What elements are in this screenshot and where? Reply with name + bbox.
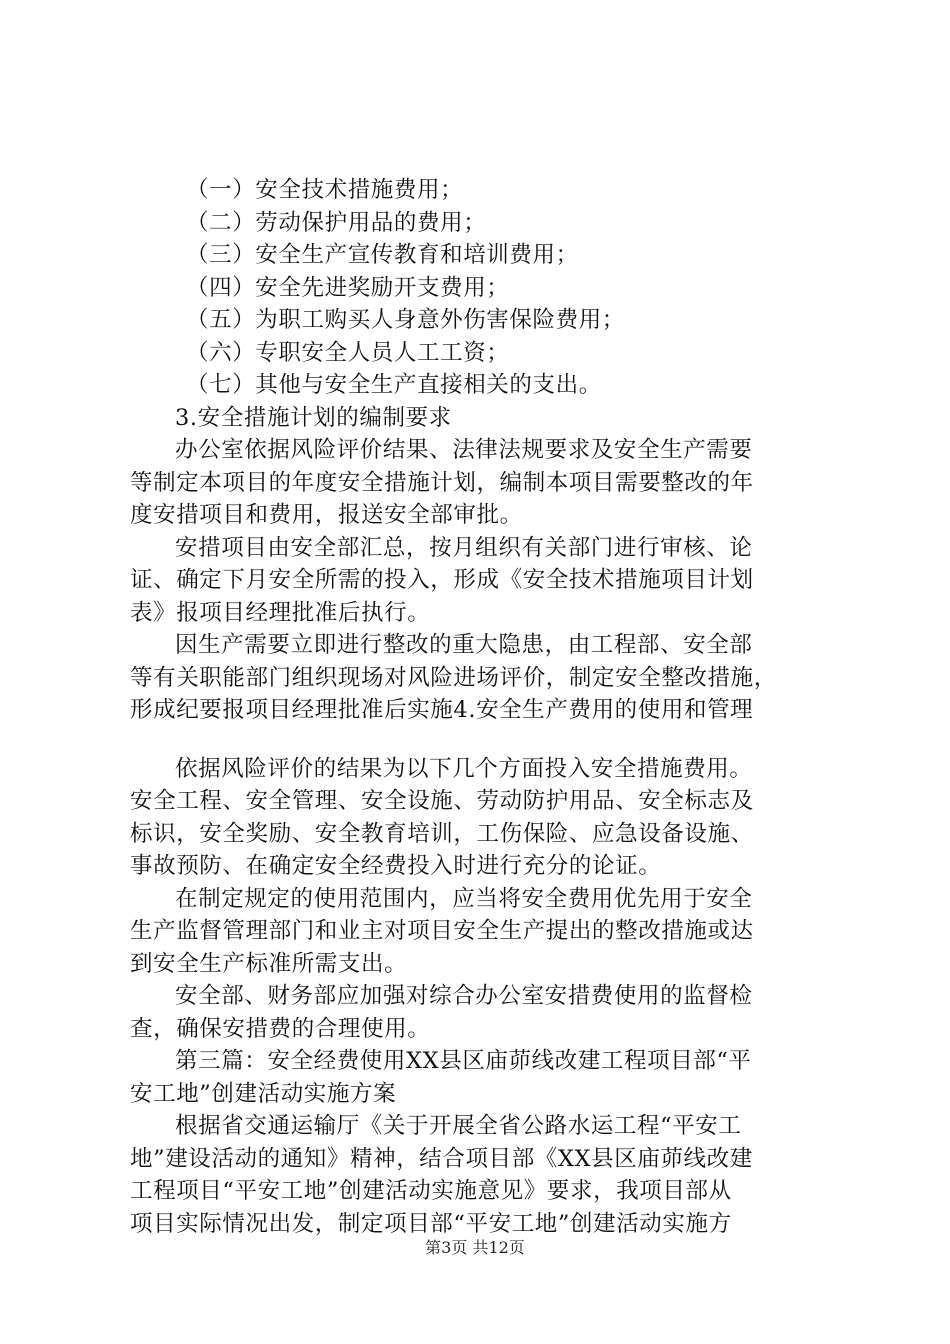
text-line: （三）安全生产宣传教育和培训费用； (186, 242, 579, 268)
text-line: 安全部、财务部应加强对综合办公室安措费使用的监督检 (175, 983, 753, 1009)
text-line: 形成纪要报项目经理批准后实施4.安全生产费用的使用和管理 (130, 697, 754, 723)
text-line: 办公室依据风险评价结果、法律法规要求及安全生产需要 (175, 437, 753, 463)
paragraph-gap (130, 727, 840, 753)
text-line: 等有关职能部门组织现场对风险进场评价，制定安全整改措施， (130, 664, 777, 691)
text-line: 项目实际情况出发，制定项目部“平安工地”创建活动实施方 (130, 1210, 732, 1237)
text-line: 工程项目“平安工地”创建活动实施意见》要求，我项目部从 (130, 1178, 732, 1204)
text-line: 安全工程、安全管理、安全设施、劳动防护用品、安全标志及 (130, 788, 754, 814)
document-body (130, 174, 840, 1240)
text-line: 在制定规定的使用范围内，应当将安全费用优先用于安全 (175, 885, 753, 912)
text-line: 度安措项目和费用，报送安全部审批。 (130, 502, 523, 528)
text-line: 表》报项目经理批准后执行。 (130, 599, 431, 626)
text-line: 依据风险评价的结果为以下几个方面投入安全措施费用。 (175, 755, 753, 782)
text-line: 事故预防、在确定安全经费投入时进行充分的论证。 (130, 853, 662, 879)
text-line: 生产监督管理部门和业主对项目安全生产提出的整改措施或达 (130, 918, 754, 944)
text-line: （六）专职安全人员人工工资； (186, 339, 510, 366)
text-line: 因生产需要立即进行整改的重大隐患，由工程部、安全部 (175, 632, 753, 658)
text-line: 根据省交通运输厅《关于开展全省公路水运工程“平安工 (175, 1113, 742, 1139)
text-line: （七）其他与安全生产直接相关的支出。 (186, 372, 602, 398)
text-line: 标识，安全奖励、安全教育培训，工伤保险、应急设备设施、 (130, 820, 754, 847)
text-line: 第三篇：安全经费使用XX县区庙茆线改建工程项目部“平 (175, 1048, 752, 1074)
text-line: 查，确保安措费的合理使用。 (130, 1015, 431, 1042)
text-line: （一）安全技术措施费用； (186, 177, 464, 203)
text-line: 到安全生产标准所需支出。 (130, 950, 408, 977)
text-line: 3.安全措施计划的编制要求 (175, 404, 452, 431)
text-line: 地”建设活动的通知》精神，结合项目部《XX县区庙茆线改建 (130, 1145, 753, 1172)
text-line: （五）为职工购买人身意外伤害保险费用； (186, 307, 625, 333)
text-line: （二）劳动保护用品的费用； (186, 209, 487, 236)
text-line: 安工地”创建活动实施方案 (130, 1080, 397, 1107)
text-line: 证、确定下月安全所需的投入，形成《安全技术措施项目计划 (130, 567, 754, 593)
text-line: 安措项目由安全部汇总，按月组织有关部门进行审核、论 (175, 534, 753, 561)
page-footer: 第3页 共12页 (425, 1238, 525, 1257)
text-line: （四）安全先进奖励开支费用； (186, 274, 510, 301)
text-line: 等制定本项目的年度安全措施计划，编制本项目需要整改的年 (130, 469, 754, 496)
